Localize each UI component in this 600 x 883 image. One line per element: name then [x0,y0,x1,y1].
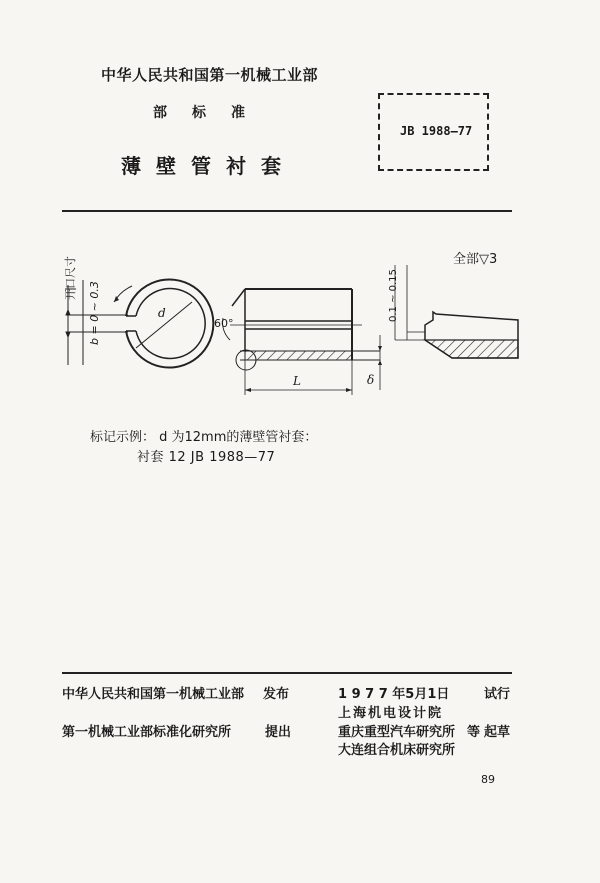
surface-finish-note: 全部▽3 [453,252,498,267]
page-number: 89 [481,773,495,786]
bushing-side-view [223,289,382,395]
drafter-2: 重庆重型汽车研究所 [338,725,456,740]
effective-date: 1 9 7 7 年5月1日 [338,687,450,702]
header-divider [62,210,512,212]
proposed-label: 提出 [265,725,292,740]
length-label: L [293,374,301,388]
drafter-3: 大连组合机床研究所 [338,743,456,758]
thickness-label: δ [367,373,375,387]
split-ring-end-view [114,280,213,368]
standard-number: JB 1988—77 [400,124,473,138]
diameter-label: d [158,306,166,320]
issued-label: 发布 [263,687,290,702]
trial-label: 试行 [484,687,511,702]
gap-dimension-value: b = 0 ~ 0.3 [88,281,101,345]
drafted-label: 起草 [484,725,511,740]
drafter-etc: 等 [467,725,481,740]
ministry-heading: 中华人民共和国第一机械工业部 [101,66,319,84]
marking-example-line1: 标记示例： d 为12mm的薄壁管衬套： [90,430,318,445]
tolerance-label: 0.1 ~ 0.15 [388,269,399,322]
gap-dimension-label: 开口尺寸 [64,256,77,300]
bushing-drawing [40,240,540,410]
chamfer-angle-label: 60° [214,317,234,330]
chamfer-detail [395,265,518,358]
standard-type: 部标准 [153,105,270,121]
drafter-1: 上海机电设计院 [338,706,444,721]
footer-divider [62,672,512,674]
proposer: 第一机械工业部标准化研究所 [62,725,232,740]
page-title: 薄壁管衬套 [121,154,296,178]
marking-example-line2: 衬套 12 JB 1988—77 [137,450,276,465]
issuer: 中华人民共和国第一机械工业部 [62,687,245,702]
